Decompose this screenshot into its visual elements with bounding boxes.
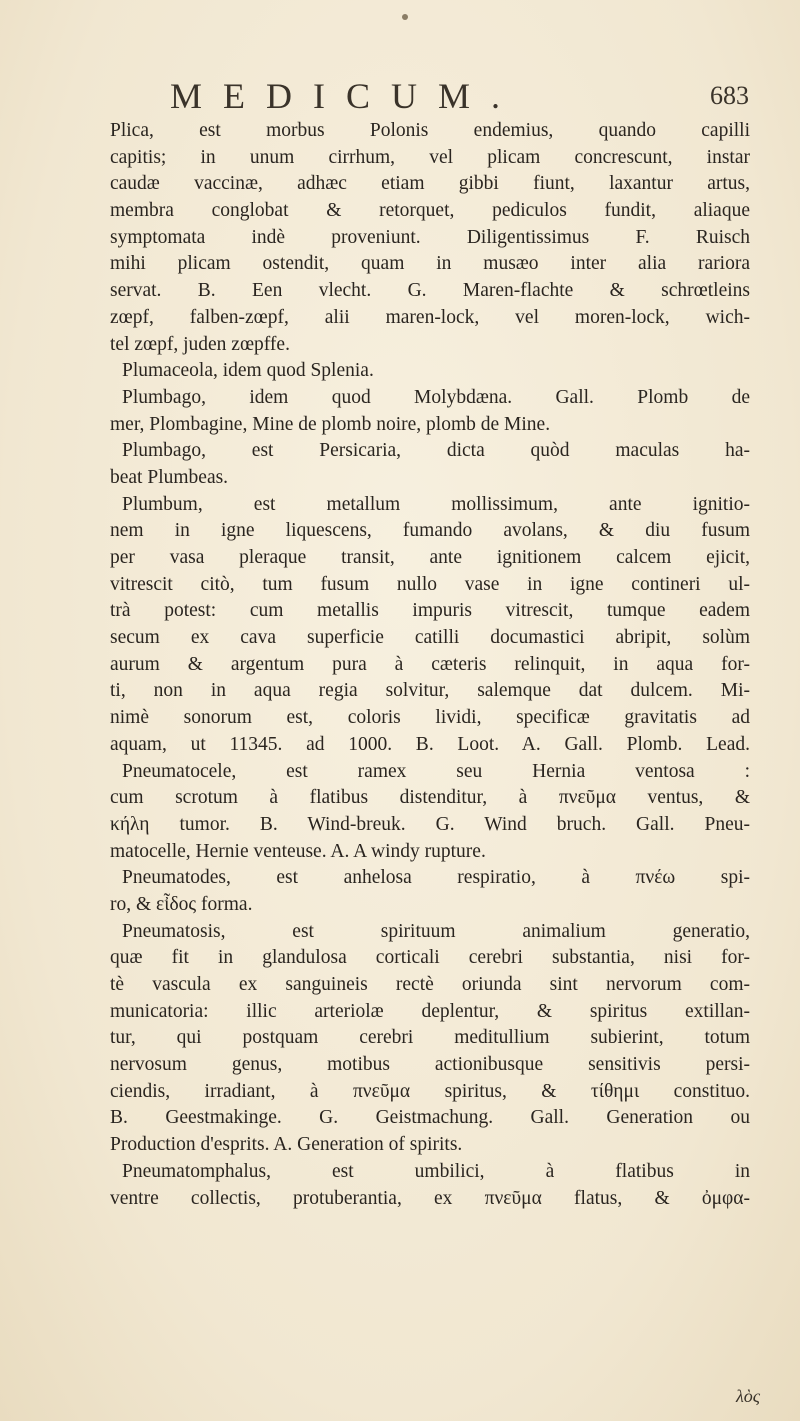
text-line: membra conglobat & retorquet, pediculos fundit, aliaque (110, 200, 750, 222)
text-line: Production d'esprits. A. Generation of spirits. (110, 1134, 463, 1156)
text-line: zœpf, falben-zœpf, alii maren-lock, vel moren-lock, wich- (110, 306, 750, 328)
page-number: 683 (710, 81, 749, 110)
text-line: vitrescit citò, tum fusum nullo vase in igne contineri ul- (110, 573, 750, 595)
text-line: nimè sonorum est, coloris lividi, specificæ gravitatis ad (110, 707, 750, 729)
entry-plumbago-2: Plumbago, est Persicaria, dicta quòd maculas ha- (122, 440, 750, 462)
catchword: λὸς (736, 1386, 761, 1406)
text-line: capitis; in unum cirrhum, vel plicam concrescunt, instar (110, 146, 750, 168)
dictionary-text (110, 118, 750, 1212)
text-line: B. Geestmakinge. G. Geistmachung. Gall. Generation ou (110, 1107, 750, 1129)
text-line: nervosum genus, motibus actionibusque sensitivis persi- (110, 1054, 750, 1076)
text-line: ventre collectis, protuberantia, ex πνεῦμα flatus, & ὀμφα- (110, 1187, 750, 1209)
text-line: matocelle, Hernie venteuse. A. A windy rupture. (110, 840, 486, 862)
text-line: cum scrotum à flatibus distenditur, à πνεῦμα ventus, & (110, 787, 750, 809)
text-line: servat. B. Een vlecht. G. Maren-flachte & schrœtleins (110, 280, 750, 302)
running-head (0, 75, 800, 115)
entry-plumaceola: Plumaceola, idem quod Splenia. (122, 360, 374, 382)
text-line: mihi plicam ostendit, quam in musæo inter alia rariora (110, 253, 750, 275)
text-line: beat Plumbeas. (110, 466, 229, 488)
ink-spot (402, 14, 408, 20)
text-line: tè vascula ex sanguineis rectè oriunda sint nervorum com- (110, 974, 750, 995)
entry-pneumatocele: Pneumatocele, est ramex seu Hernia ventosa : (122, 760, 750, 782)
text-line: nem in igne liquescens, fumando avolans, & diu fusum (110, 520, 750, 542)
text-line: mer, Plombagine, Mine de plomb noire, plomb de Mine. (110, 413, 551, 435)
text-line: quæ fit in glandulosa corticali cerebri substantia, nisi for- (110, 947, 750, 969)
text-line: ti, non in aqua regia solvitur, salemque dat dulcem. Mi- (110, 680, 750, 702)
running-title: MEDICUM. (170, 76, 522, 116)
entry-plumbago-1: Plumbago, idem quod Molybdæna. Gall. Plomb de (122, 386, 750, 408)
entry-plumbum: Plumbum, est metallum mollissimum, ante ignitio- (122, 493, 750, 515)
text-line: aquam, ut 11345. ad 1000. B. Loot. A. Gall. Plomb. Lead. (110, 733, 750, 755)
text-line: ciendis, irradiant, à πνεῦμα spiritus, & τίθημι constituo. (110, 1080, 750, 1102)
text-line: caudæ vaccinæ, adhæc etiam gibbi fiunt, laxantur artus, (110, 173, 750, 195)
text-line: ro, & εἶδος forma. (110, 893, 253, 915)
text-line: κήλη tumor. B. Wind-breuk. G. Wind bruch. Gall. Pneu- (110, 813, 750, 835)
text-line: municatoria: illic arteriolæ deplentur, & spiritus extillan- (110, 1000, 750, 1022)
entry-pneumatomphalus: Pneumatomphalus, est umbilici, à flatibus in (122, 1160, 750, 1182)
entry-pneumatodes: Pneumatodes, est anhelosa respiratio, à πνέω spi- (122, 867, 750, 889)
text-line: per vasa pleraque transit, ante ignitionem calcem ejicit, (110, 547, 750, 568)
text-line: tel zœpf, juden zœpffe. (110, 333, 290, 355)
text-line: symptomata indè proveniunt. Diligentissimus F. Ruisch (110, 226, 750, 248)
text-line: tur, qui postquam cerebri meditullium subierint, totum (110, 1027, 750, 1049)
entry-pneumatosis: Pneumatosis, est spirituum animalium generatio, (122, 920, 750, 942)
text-line: Plica, est morbus Polonis endemius, quando capilli (110, 120, 750, 141)
text-line: aurum & argentum pura à cæteris relinquit, in aqua for- (110, 653, 750, 675)
text-line: trà potest: cum metallis impuris vitrescit, tumque eadem (110, 600, 750, 622)
text-line: secum ex cava superficie catilli documastici abripit, solùm (110, 627, 750, 649)
